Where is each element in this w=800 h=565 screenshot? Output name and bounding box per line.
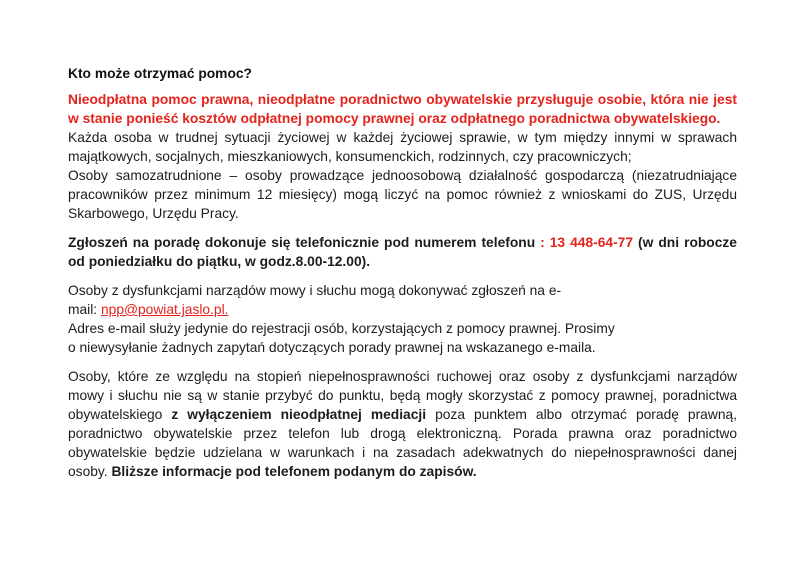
more-info-text: Bliższe informacje pod telefonem podanym do zapisów.	[111, 464, 477, 479]
phone-intro-text: Zgłoszeń na poradę dokonuje się telefonicznie pod numerem telefonu	[68, 235, 541, 250]
self-employed-paragraph: Osoby samozatrudnione – osoby prowadzące jednoosobową działalność gospodarczą (niezatrudniające pracowników przez minimum 12 miesięcy) mogą liczyć na pomoc również z wnioskami do ZUS, Urzędu Skarbowego, Urzędu Pracy.	[68, 168, 737, 221]
email-section	[68, 281, 737, 357]
disability-text-1: Osoby, które ze względu na stopień niepełnosprawności ruchowej oraz osoby z dysfunkcjami narządów mowy i słuchu nie są w stanie przybyć do punktu, będą mogły skorzystać z pomocy prawnej, poradnictwa obywatelskiego	[68, 369, 737, 422]
disability-text-2: poza punktem albo otrzymać poradę prawną, poradnictwo obywatelskie przez telefon lub drogą elektroniczną. Porada prawna oraz poradnictwo obywatelskie będzie udzielana w warunkach i na zasadach adekwatnych do niepełnosprawności danej osoby.	[68, 407, 737, 479]
email-link[interactable]: npp@powiat.jaslo.pl.	[100, 302, 229, 317]
disability-access-paragraph	[68, 367, 737, 481]
phone-hours-text: (w dni robocze od poniedziałku do piątku, w godz.8.00-12.00).	[68, 235, 737, 269]
email-label: mail:	[68, 302, 101, 317]
email-intro-line: Osoby z dysfunkcjami narządów mowy i słuchu mogą dokonywać zgłoszeń na e-	[68, 283, 562, 298]
eligibility-paragraph: Każda osoba w trudnej sytuacji życiowej w każdej życiowej sprawie, w tym między innymi w sprawach majątkowych, socjalnych, mieszkaniowych, konsumenckich, rodzinnych, czy pracowniczych;	[68, 130, 737, 164]
email-address-line	[68, 300, 737, 319]
intro-paragraph: Nieodpłatna pomoc prawna, nieodpłatne poradnictwo obywatelskie przysługuje osobie, która nie jest w stanie ponieść kosztów odpłatnej pomocy prawnej oraz odpłatnego poradnictwa obywatelskiego.	[68, 92, 737, 126]
mediation-exclusion-text: z wyłączeniem nieodpłatnej mediacji	[171, 407, 427, 422]
email-note-line-1: Adres e-mail służy jedynie do rejestracji osób, korzystających z pomocy prawnej. Prosimy	[68, 321, 615, 336]
page-title: Kto może otrzymać pomoc?	[68, 66, 252, 81]
phone-number: : 13 448-64-77	[540, 235, 634, 250]
phone-registration-paragraph	[68, 233, 737, 271]
email-note-line-2: o niewysyłanie żadnych zapytań dotyczących porady prawnej na wskazanego e-maila.	[68, 340, 596, 355]
